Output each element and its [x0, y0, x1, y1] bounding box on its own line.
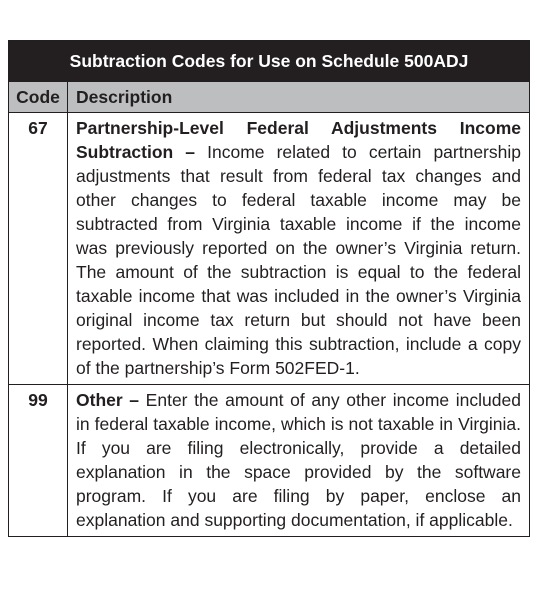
subtraction-codes-table — [8, 40, 530, 537]
row-heading: Partnership-Level Federal Adjustments Income Subtraction – — [76, 118, 521, 162]
row-description — [68, 385, 529, 536]
row-heading: Other – — [76, 390, 140, 410]
row-text: Income related to certain partnership adjustments that result from federal tax changes and other changes to federal taxable income may be subtracted from Virginia taxable income if the income was previously reported on the owner’s Virginia return. The amount of the subtraction is equal to the federal taxable income that was included in the owner’s Virginia original income tax return but should not have been reported. When claiming this subtraction, include a copy of the partnership’s Form 502FED-1. — [76, 142, 521, 378]
table-title: Subtraction Codes for Use on Schedule 500ADJ — [9, 41, 529, 81]
row-code: 99 — [9, 385, 68, 536]
table-row — [9, 384, 529, 536]
row-text: Enter the amount of any other income included in federal taxable income, which is not taxable in Virginia. If you are filing electronically, provide a detailed explanation in the space provided by the software program. If you are filing by paper, enclose an explanation and supporting documentation, if applicable. — [76, 390, 521, 530]
row-code: 67 — [9, 113, 68, 384]
table-row — [9, 113, 529, 384]
row-description — [68, 113, 529, 384]
code-column-header: Code — [9, 82, 68, 112]
table-header-row — [9, 81, 529, 113]
description-column-header: Description — [76, 87, 173, 107]
